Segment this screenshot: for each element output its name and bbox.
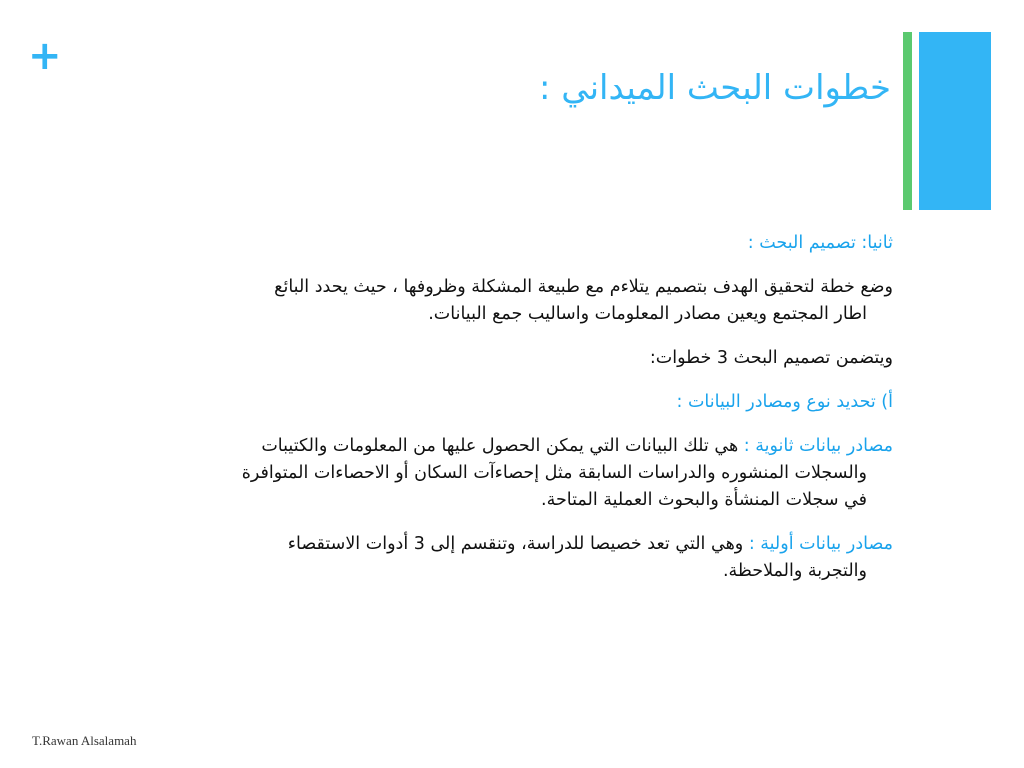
secondary-sources-line-2: والسجلات المنشوره والدراسات السابقة مثل إحصاءآت السكان أو الاحصاءات المتوافرة xyxy=(241,463,867,483)
design-paragraph-line-1: وضع خطة لتحقيق الهدف بتصميم يتلاءم مع طبيعة المشكلة وظروفها ، حيث يحدد البائع xyxy=(274,277,893,297)
design-paragraph xyxy=(73,274,893,328)
secondary-sources-line-3: في سجلات المنشأة والبحوث العملية المتاحة. xyxy=(541,490,867,510)
green-accent-bar xyxy=(903,32,912,210)
secondary-sources-label: مصادر بيانات ثانوية : xyxy=(743,436,893,456)
design-paragraph-line-2: اطار المجتمع ويعين مصادر المعلومات واساليب جمع البيانات. xyxy=(428,304,867,324)
steps-intro: ويتضمن تصميم البحث 3 خطوات: xyxy=(649,348,893,368)
slide-title: خطوات البحث الميداني : xyxy=(538,68,891,108)
secondary-sources-line-1: هي تلك البيانات التي يمكن الحصول عليها من المعلومات والكتيبات xyxy=(261,436,744,456)
footer-author: T.Rawan Alsalamah xyxy=(32,733,137,748)
slide-body xyxy=(73,230,893,602)
secondary-sources-paragraph xyxy=(73,433,893,514)
plus-icon: + xyxy=(28,33,62,79)
primary-sources-paragraph xyxy=(73,531,893,585)
primary-sources-line-2: والتجربة والملاحظة. xyxy=(722,561,867,581)
primary-sources-line-1: وهي التي تعد خصيصا للدراسة، وتنقسم إلى 3 أدوات الاستقصاء xyxy=(287,534,749,554)
blue-accent-bar xyxy=(919,32,991,210)
design-heading: ثانيا: تصميم البحث : xyxy=(747,233,893,253)
step-a-heading: أ) تحديد نوع ومصادر البيانات : xyxy=(676,392,893,412)
primary-sources-label: مصادر بيانات أولية : xyxy=(748,534,893,554)
